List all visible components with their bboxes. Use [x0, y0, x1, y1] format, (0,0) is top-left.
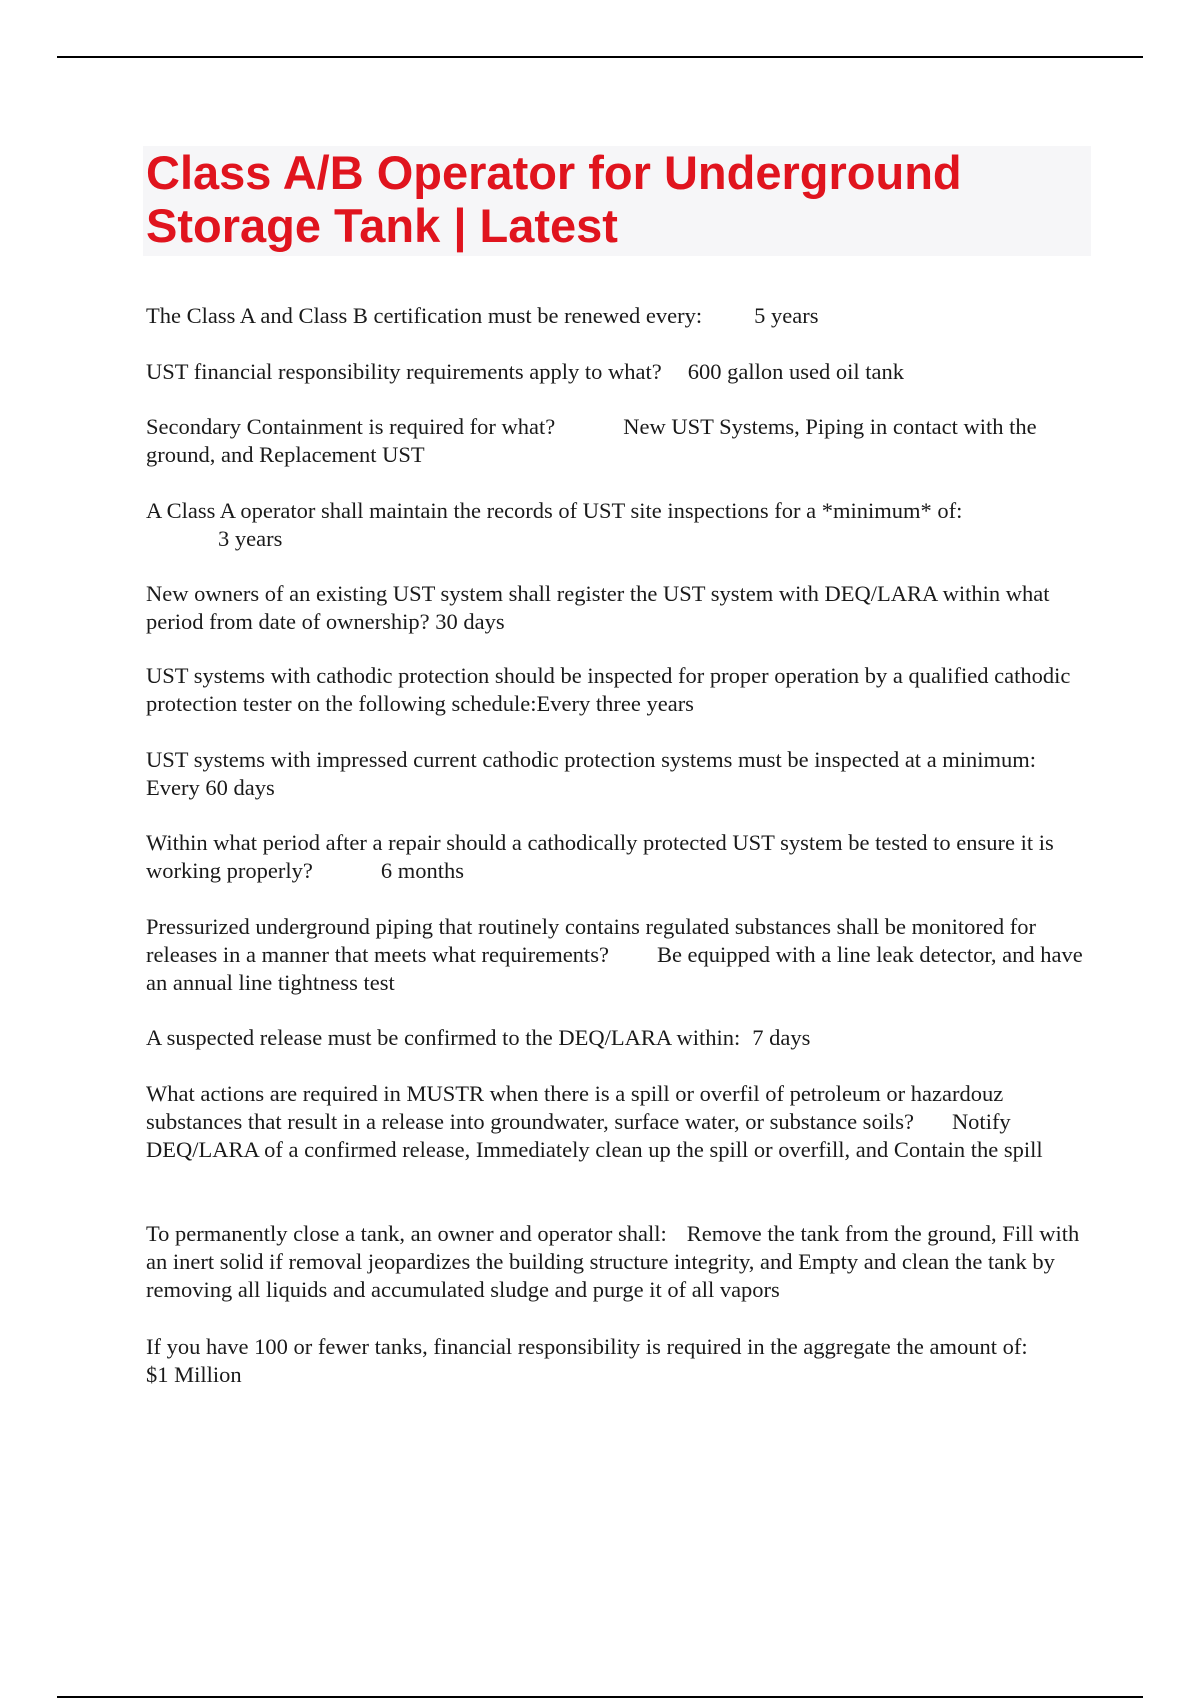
- qa-item-5: [146, 580, 1086, 636]
- answer-text: 5 years: [754, 303, 819, 328]
- bottom-rule: [57, 1696, 1143, 1698]
- qa-item-11: [146, 1080, 1086, 1164]
- question-text: To permanently close a tank, an owner and operator shall:: [146, 1221, 667, 1246]
- question-text: UST systems with cathodic protection should be inspected for proper operation by a qualified cathodic protection tester on the following schedule:: [146, 663, 1071, 716]
- answer-text: New UST Systems, Piping in contact with the ground, and Replacement UST: [146, 414, 1037, 467]
- question-text: UST systems with impressed current cathodic protection systems must be inspected at a minimum:: [146, 747, 1037, 772]
- question-text: A Class A operator shall maintain the records of UST site inspections for a *minimum* of:: [146, 498, 963, 523]
- answer-text: 3 years: [218, 526, 283, 551]
- qa-item-10: [146, 1024, 1086, 1052]
- answer-text: 30 days: [435, 609, 505, 634]
- question-text: Secondary Containment is required for what?: [146, 414, 556, 439]
- qa-item-12: [146, 1220, 1086, 1304]
- answer-text: 6 months: [380, 858, 464, 883]
- question-text: Within what period after a repair should a cathodically protected UST system be tested to ensure it is working properly?: [146, 830, 1054, 883]
- question-text: New owners of an existing UST system shall register the UST system with DEQ/LARA within what period from date of ownership?: [146, 581, 1050, 634]
- qa-item-13: [146, 1333, 1086, 1389]
- question-text: UST financial responsibility requirements apply to what?: [146, 359, 662, 384]
- answer-text: Be equipped with a line leak detector, and have an annual line tightness test: [146, 942, 1083, 995]
- answer-text: Every three years: [536, 691, 694, 716]
- question-text: If you have 100 or fewer tanks, financial responsibility is required in the aggregate the amount of:: [146, 1334, 1028, 1359]
- document-title: Class A/B Operator for Underground Storage Tank | Latest: [146, 146, 962, 252]
- answer-text: 7 days: [752, 1025, 811, 1050]
- question-text: A suspected release must be confirmed to the DEQ/LARA within:: [146, 1025, 741, 1050]
- qa-item-7: [146, 746, 1086, 802]
- qa-item-9: [146, 913, 1086, 997]
- qa-item-3: [146, 413, 1086, 469]
- qa-item-6: [146, 662, 1086, 718]
- answer-text: $1 Million: [146, 1362, 242, 1387]
- answer-text: 600 gallon used oil tank: [687, 359, 904, 384]
- question-text: The Class A and Class B certification must be renewed every:: [146, 303, 703, 328]
- question-text: Pressurized underground piping that routinely contains regulated substances shall be monitored for releases in a manner that meets what requirements?: [146, 914, 1037, 967]
- qa-item-4: [146, 497, 1086, 553]
- question-text: What actions are required in MUSTR when there is a spill or overfil of petroleum or hazardouz substances that result in a release into groundwater, surface water, or substance soils?: [146, 1081, 1004, 1134]
- answer-text: Remove the tank from the ground, Fill with an inert solid if removal jeopardizes the building structure integrity, and Empty and clean the tank by removing all liquids and accumulated sludge and purge it of all vapors: [146, 1221, 1080, 1302]
- qa-item-2: [146, 358, 1086, 386]
- qa-item-8: [146, 829, 1086, 885]
- answer-text: Notify DEQ/LARA of a confirmed release, Immediately clean up the spill or overfill, and Contain the spill: [146, 1109, 1043, 1162]
- answer-text: Every 60 days: [146, 775, 275, 800]
- qa-item-1: [146, 302, 1086, 330]
- top-rule: [57, 56, 1143, 58]
